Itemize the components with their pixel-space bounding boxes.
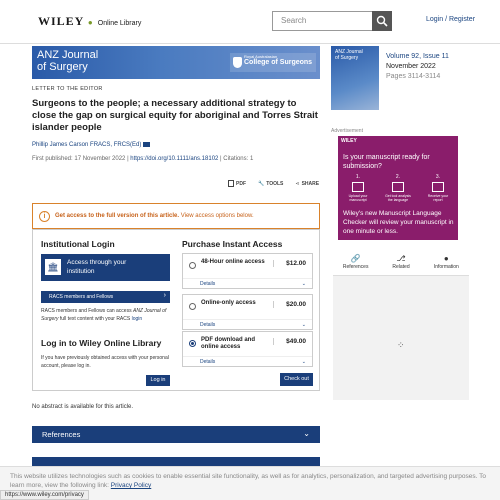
chevron-down-icon: ⌄ [301,322,306,328]
issue-date: November 2022 [386,63,436,70]
status-bar-url: https://www.wiley.com/privacy [0,490,89,500]
article-title: Surgeons to the people; a necessary additional strategy to close the gap on surgical equity for aboriginal and Torres Strait islander people [32,98,318,133]
option-price: $12.00 [273,260,311,267]
tools-button[interactable]: 🔧 TOOLS [258,180,284,187]
option-price: $49.00 [273,338,311,345]
ad-step: 1. Upload your manuscript [348,174,368,202]
institutional-login-heading: Institutional Login [41,239,115,249]
ad-step: 3. Receive your report [427,174,449,202]
wol-note: If you have previously obtained access with your personal account, please log in. [41,355,169,369]
racs-logo: Royal Australasian College of Surgeons [230,53,316,72]
related-icon: ⎇ [396,254,406,263]
sidebar-tabs [333,252,469,276]
report-icon [432,182,444,192]
share-button[interactable]: ⋖ SHARE [295,180,320,187]
issue-pages: Pages 3114-3114 [386,73,441,80]
radio-button[interactable] [189,303,196,310]
abstract-note: No abstract is available for this article. [32,404,134,410]
advertisement-banner[interactable] [338,136,458,240]
article-tools [228,180,319,187]
option-name: 48-Hour online access [201,259,265,265]
advertisement-label: Advertisement [331,128,363,134]
login-register-link[interactable]: Login / Register [426,16,476,23]
check-out-button[interactable]: Check out [280,373,313,386]
access-through-institution-button[interactable]: 🏛 Access through your institution [41,254,170,281]
chevron-down-icon: ⌄ [303,429,310,438]
upload-icon [352,182,364,192]
loading-spinner-icon: ⁘ [397,340,405,350]
option-name: Online-only access [201,300,256,306]
chevron-down-icon: ⌄ [301,281,306,287]
logo-sub: Online Library [97,20,142,27]
cookie-text: This website utilizes technologies such as cookies to enable essential site functionality, as well as for analytics, personalization, and targeted advertising purposes. To learn more, view the following link: [10,473,486,489]
article-type: LETTER TO THE EDITOR [32,86,103,92]
racs-login-link[interactable]: login [131,316,143,322]
journal-name: ANZ Journal of Surgery [37,49,99,73]
wol-login-heading: Log in to Wiley Online Library [41,338,162,348]
published-date: First published: 17 November 2022 [32,156,126,162]
access-notice [32,203,320,229]
search-button[interactable] [372,11,392,31]
purchase-option[interactable] [182,294,313,330]
search-placeholder: Search [281,16,307,25]
pdf-button[interactable]: PDF [228,180,246,187]
references-section-toggle[interactable]: References ⌄ [32,426,320,443]
radio-button[interactable] [189,262,196,269]
log-in-button[interactable]: Log in [146,375,170,386]
citations-count[interactable]: Citations: 1 [223,156,254,162]
journal-banner[interactable] [32,46,320,79]
option-details-toggle[interactable]: Details ⌄ [183,278,312,288]
info-icon: i [39,211,50,222]
search-input[interactable] [272,11,392,31]
wiley-logo[interactable] [38,14,141,29]
site-header [0,0,500,44]
doi-link[interactable]: https://doi.org/10.1111/ans.18102 [130,156,219,162]
racs-crest-icon [233,57,242,68]
institution-icon: 🏛 [45,259,61,275]
option-name: PDF download and online access [201,337,255,350]
tab-information[interactable]: ● Information [424,252,469,275]
sidebar-panel [333,276,469,400]
access-panel [32,229,320,391]
purchase-heading: Purchase Instant Access [182,239,283,249]
ad-step: 2. Get tool analysis the language [385,174,411,202]
issue-info [386,52,449,82]
tab-references[interactable]: 🔗 References [333,252,378,275]
option-details-toggle[interactable]: Details ⌄ [183,356,312,366]
search-icon [376,15,388,27]
racs-members-button[interactable]: RACS members and Fellows › [41,291,170,303]
author-link[interactable]: Phillip James Carson FRACS, FRCS(Ed) [32,142,150,148]
pdf-icon [228,180,234,187]
racs-note: RACS members and Fellows can access ANZ Journal of Surgery full text content with your RACS login [41,308,167,322]
option-details-toggle[interactable]: Details ⌄ [183,319,312,329]
logo-dot-icon: ● [87,18,94,27]
publication-meta: First published: 17 November 2022 | https://doi.org/10.1111/ans.18102 | Citations: 1 [32,156,254,162]
volume-issue-link[interactable]: Volume 92, Issue 11 [386,53,449,60]
wrench-icon: 🔧 [258,180,265,187]
link-icon: 🔗 [350,254,361,263]
view-access-options-link[interactable]: View access options below. [180,213,254,219]
purchase-option[interactable] [182,253,313,289]
notice-text: Get access to the full version of this article. [55,213,180,219]
next-section-bar[interactable] [32,457,320,466]
email-icon[interactable] [143,142,150,147]
tab-related[interactable]: ⎇ Related [378,252,423,275]
journal-cover[interactable]: ANZ Journal of Surgery [331,46,379,110]
chevron-right-icon: › [163,292,166,299]
privacy-policy-link[interactable]: Privacy Policy [110,482,152,489]
chevron-down-icon: ⌄ [301,359,306,365]
ad-footer: Wiley's new Manuscript Language Checker will review your manuscript in one minute or less. [343,210,454,235]
share-icon: ⋖ [295,180,300,187]
purchase-option[interactable] [182,331,313,367]
analysis-icon [392,182,404,192]
info-icon: ● [443,254,449,263]
ad-steps [343,174,453,204]
option-price: $20.00 [273,301,311,308]
ad-headline: Is your manuscript ready for submission? [343,154,430,170]
radio-button-selected[interactable] [189,340,196,347]
logo-main: WILEY [38,14,84,28]
ad-brand: WILEY [341,138,357,144]
